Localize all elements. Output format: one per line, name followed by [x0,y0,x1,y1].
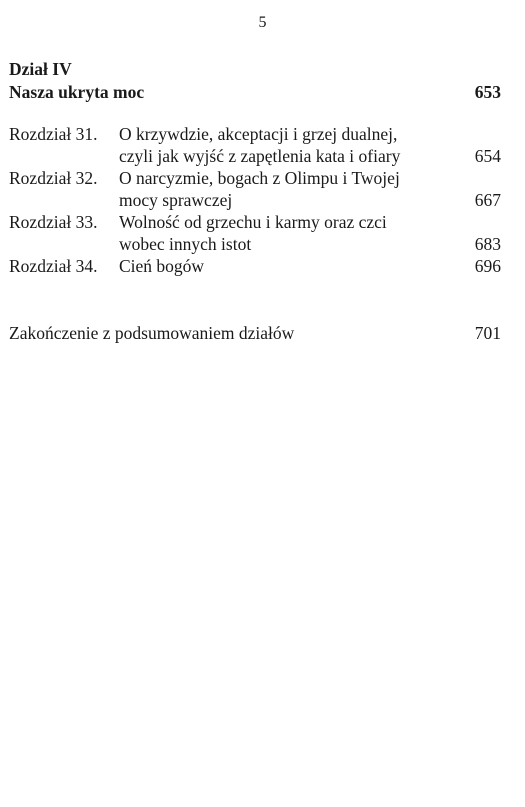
table-of-contents [9,123,501,277]
toc-entry-chapter-34 [9,255,501,277]
chapter-label: Rozdział 31. [9,124,98,144]
chapter-title-line: O krzywdzie, akceptacji i grzej dualnej, [119,124,398,144]
closing-page-number: 701 [474,323,501,343]
chapter-title-line: Wolność od grzechu i karmy oraz czci [119,212,387,232]
chapter-label: Rozdział 33. [9,212,98,232]
chapter-title-line: wobec innych istot [119,234,252,254]
part-title: Nasza ukryta moc [9,82,145,102]
chapter-page-number: 654 [474,146,501,166]
page-number: 5 [258,14,267,31]
chapter-title [119,211,465,255]
chapter-label: Rozdział 34. [9,256,98,276]
toc-entry-chapter-31 [9,123,501,167]
chapter-title [119,255,465,277]
part-heading [9,58,501,104]
chapter-title-line: O narcyzmie, bogach z Olimpu i Twojej [119,168,400,188]
chapter-title-line: Cień bogów [119,256,205,276]
chapter-page-number: 667 [474,190,501,210]
toc-entry-closing [9,322,501,344]
chapter-page-number: 696 [474,256,501,276]
closing-title: Zakończenie z podsumowaniem działów [9,323,295,343]
toc-entry-chapter-32 [9,167,501,211]
toc-entry-chapter-33 [9,211,501,255]
chapter-title [119,167,465,211]
part-page-number: 653 [474,82,501,102]
part-label: Dział IV [9,59,72,79]
chapter-title [119,123,465,167]
chapter-label: Rozdział 32. [9,168,98,188]
chapter-title-line: czyli jak wyjść z zapętlenia kata i ofiary [119,146,401,166]
chapter-page-number: 683 [474,234,501,254]
chapter-title-line: mocy sprawczej [119,190,233,210]
